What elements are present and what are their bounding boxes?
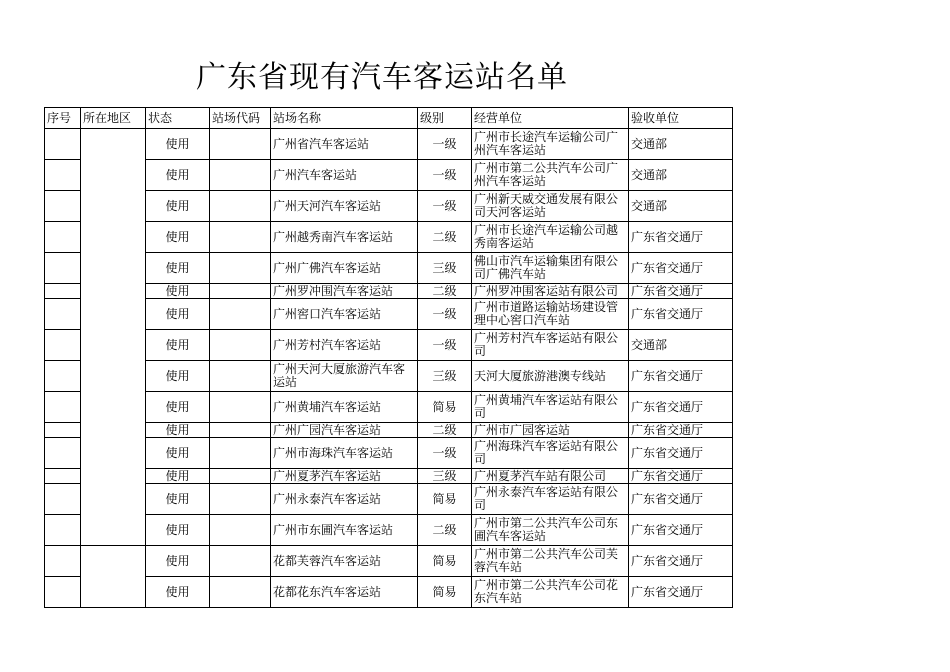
acceptor-cell: 广东省交通厅 [629, 299, 733, 330]
code-cell [210, 330, 271, 361]
status-cell: 使用 [146, 392, 210, 423]
index-cell [45, 577, 81, 608]
station-name-cell: 广州汽车客运站 [271, 160, 418, 191]
operator-cell: 广州市广园客运站 [472, 423, 629, 438]
level-cell: 简易 [418, 546, 472, 577]
table-row [45, 469, 733, 484]
station-name-cell: 广州夏茅汽车客运站 [271, 469, 418, 484]
index-cell [45, 484, 81, 515]
acceptor-cell: 广东省交通厅 [629, 546, 733, 577]
region-cell [81, 484, 146, 515]
operator-cell: 广州市长途汽车运输公司越秀南客运站 [472, 222, 629, 253]
header-cell-acceptor: 验收单位 [629, 108, 733, 129]
acceptor-cell: 交通部 [629, 160, 733, 191]
acceptor-cell: 交通部 [629, 330, 733, 361]
region-cell [81, 160, 146, 191]
status-cell: 使用 [146, 284, 210, 299]
acceptor-cell: 广东省交通厅 [629, 515, 733, 546]
region-cell [81, 191, 146, 222]
region-cell [81, 299, 146, 330]
acceptor-cell: 广东省交通厅 [629, 361, 733, 392]
acceptor-cell: 广东省交通厅 [629, 423, 733, 438]
level-cell: 一级 [418, 438, 472, 469]
region-cell [81, 222, 146, 253]
table-row [45, 361, 733, 392]
station-name-cell: 广州永泰汽车客运站 [271, 484, 418, 515]
operator-cell: 天河大厦旅游港澳专线站 [472, 361, 629, 392]
code-cell [210, 299, 271, 330]
operator-cell: 广州永泰汽车客运站有限公司 [472, 484, 629, 515]
code-cell [210, 191, 271, 222]
index-cell [45, 392, 81, 423]
table-row [45, 191, 733, 222]
table-row [45, 160, 733, 191]
code-cell [210, 469, 271, 484]
table-row [45, 546, 733, 577]
table-row [45, 222, 733, 253]
region-cell [81, 423, 146, 438]
station-name-cell: 广州黄埔汽车客运站 [271, 392, 418, 423]
code-cell [210, 577, 271, 608]
code-cell [210, 222, 271, 253]
header-cell-status: 状态 [146, 108, 210, 129]
acceptor-cell: 广东省交通厅 [629, 392, 733, 423]
header-cell-index: 序号 [45, 108, 81, 129]
code-cell [210, 423, 271, 438]
region-cell [81, 469, 146, 484]
operator-cell: 佛山市汽车运输集团有限公司广佛汽车站 [472, 253, 629, 284]
index-cell [45, 361, 81, 392]
level-cell: 一级 [418, 160, 472, 191]
index-cell [45, 191, 81, 222]
station-name-cell: 广州天河汽车客运站 [271, 191, 418, 222]
status-cell: 使用 [146, 253, 210, 284]
level-cell: 一级 [418, 330, 472, 361]
header-cell-operator: 经营单位 [472, 108, 629, 129]
page-title: 广东省现有汽车客运站名单 [196, 60, 568, 95]
code-cell [210, 392, 271, 423]
status-cell: 使用 [146, 330, 210, 361]
level-cell: 一级 [418, 299, 472, 330]
table-row [45, 515, 733, 546]
index-cell [45, 222, 81, 253]
region-cell [81, 129, 146, 160]
operator-cell: 广州黄埔汽车客运站有限公司 [472, 392, 629, 423]
operator-cell: 广州罗冲围客运站有限公司 [472, 284, 629, 299]
acceptor-cell: 交通部 [629, 129, 733, 160]
index-cell [45, 299, 81, 330]
table-row [45, 129, 733, 160]
status-cell: 使用 [146, 469, 210, 484]
table-row [45, 253, 733, 284]
index-cell [45, 546, 81, 577]
code-cell [210, 253, 271, 284]
code-cell [210, 484, 271, 515]
table-row [45, 299, 733, 330]
operator-cell: 广州市第二公共汽车公司东圃汽车客运站 [472, 515, 629, 546]
status-cell: 使用 [146, 361, 210, 392]
level-cell: 简易 [418, 392, 472, 423]
level-cell: 简易 [418, 577, 472, 608]
region-cell [81, 284, 146, 299]
operator-cell: 广州市第二公共汽车公司广州汽车客运站 [472, 160, 629, 191]
status-cell: 使用 [146, 129, 210, 160]
level-cell: 二级 [418, 423, 472, 438]
station-name-cell: 广州市海珠汽车客运站 [271, 438, 418, 469]
acceptor-cell: 广东省交通厅 [629, 469, 733, 484]
index-cell [45, 469, 81, 484]
status-cell: 使用 [146, 438, 210, 469]
index-cell [45, 129, 81, 160]
acceptor-cell: 广东省交通厅 [629, 577, 733, 608]
table-row [45, 284, 733, 299]
code-cell [210, 160, 271, 191]
header-cell-code: 站场代码 [210, 108, 271, 129]
code-cell [210, 438, 271, 469]
operator-cell: 广州市第二公共汽车公司花东汽车站 [472, 577, 629, 608]
acceptor-cell: 广东省交通厅 [629, 253, 733, 284]
code-cell [210, 546, 271, 577]
level-cell: 二级 [418, 284, 472, 299]
operator-cell: 广州新天威交通发展有限公司天河客运站 [472, 191, 629, 222]
acceptor-cell: 广东省交通厅 [629, 438, 733, 469]
operator-cell: 广州海珠汽车客运站有限公司 [472, 438, 629, 469]
status-cell: 使用 [146, 160, 210, 191]
table-row [45, 423, 733, 438]
status-cell: 使用 [146, 299, 210, 330]
header-cell-region: 所在地区 [81, 108, 146, 129]
station-table [44, 107, 733, 608]
station-name-cell: 广州广佛汽车客运站 [271, 253, 418, 284]
station-name-cell: 广州罗冲围汽车客运站 [271, 284, 418, 299]
level-cell: 三级 [418, 253, 472, 284]
region-cell [81, 546, 146, 577]
station-name-cell: 花都花东汽车客运站 [271, 577, 418, 608]
region-cell [81, 361, 146, 392]
region-cell [81, 253, 146, 284]
level-cell: 简易 [418, 484, 472, 515]
station-name-cell: 广州市东圃汽车客运站 [271, 515, 418, 546]
station-name-cell: 广州广园汽车客运站 [271, 423, 418, 438]
operator-cell: 广州市第二公共汽车公司芙蓉汽车站 [472, 546, 629, 577]
level-cell: 三级 [418, 361, 472, 392]
station-name-cell: 广州省汽车客运站 [271, 129, 418, 160]
table-row [45, 392, 733, 423]
status-cell: 使用 [146, 546, 210, 577]
table-row [45, 438, 733, 469]
index-cell [45, 330, 81, 361]
level-cell: 一级 [418, 191, 472, 222]
operator-cell: 广州夏茅汽车站有限公司 [472, 469, 629, 484]
acceptor-cell: 广东省交通厅 [629, 484, 733, 515]
index-cell [45, 515, 81, 546]
level-cell: 二级 [418, 222, 472, 253]
station-name-cell: 广州窖口汽车客运站 [271, 299, 418, 330]
header-cell-name: 站场名称 [271, 108, 418, 129]
status-cell: 使用 [146, 222, 210, 253]
code-cell [210, 515, 271, 546]
station-name-cell: 广州越秀南汽车客运站 [271, 222, 418, 253]
region-cell [81, 515, 146, 546]
acceptor-cell: 交通部 [629, 191, 733, 222]
index-cell [45, 284, 81, 299]
status-cell: 使用 [146, 484, 210, 515]
code-cell [210, 361, 271, 392]
acceptor-cell: 广东省交通厅 [629, 284, 733, 299]
station-name-cell: 花都芙蓉汽车客运站 [271, 546, 418, 577]
table-row [45, 484, 733, 515]
code-cell [210, 284, 271, 299]
status-cell: 使用 [146, 515, 210, 546]
table-row [45, 330, 733, 361]
status-cell: 使用 [146, 191, 210, 222]
operator-cell: 广州市长途汽车运输公司广州汽车客运站 [472, 129, 629, 160]
operator-cell: 广州市道路运输站场建设管理中心窖口汽车站 [472, 299, 629, 330]
status-cell: 使用 [146, 577, 210, 608]
region-cell [81, 438, 146, 469]
level-cell: 一级 [418, 129, 472, 160]
status-cell: 使用 [146, 423, 210, 438]
station-name-cell: 广州天河大厦旅游汽车客运站 [271, 361, 418, 392]
index-cell [45, 160, 81, 191]
index-cell [45, 438, 81, 469]
acceptor-cell: 广东省交通厅 [629, 222, 733, 253]
station-name-cell: 广州芳村汽车客运站 [271, 330, 418, 361]
level-cell: 二级 [418, 515, 472, 546]
table-header-row [45, 108, 733, 129]
region-cell [81, 392, 146, 423]
operator-cell: 广州芳村汽车客运站有限公司 [472, 330, 629, 361]
region-cell [81, 330, 146, 361]
header-cell-level: 级别 [418, 108, 472, 129]
level-cell: 三级 [418, 469, 472, 484]
region-cell [81, 577, 146, 608]
index-cell [45, 253, 81, 284]
table-row [45, 577, 733, 608]
index-cell [45, 423, 81, 438]
code-cell [210, 129, 271, 160]
